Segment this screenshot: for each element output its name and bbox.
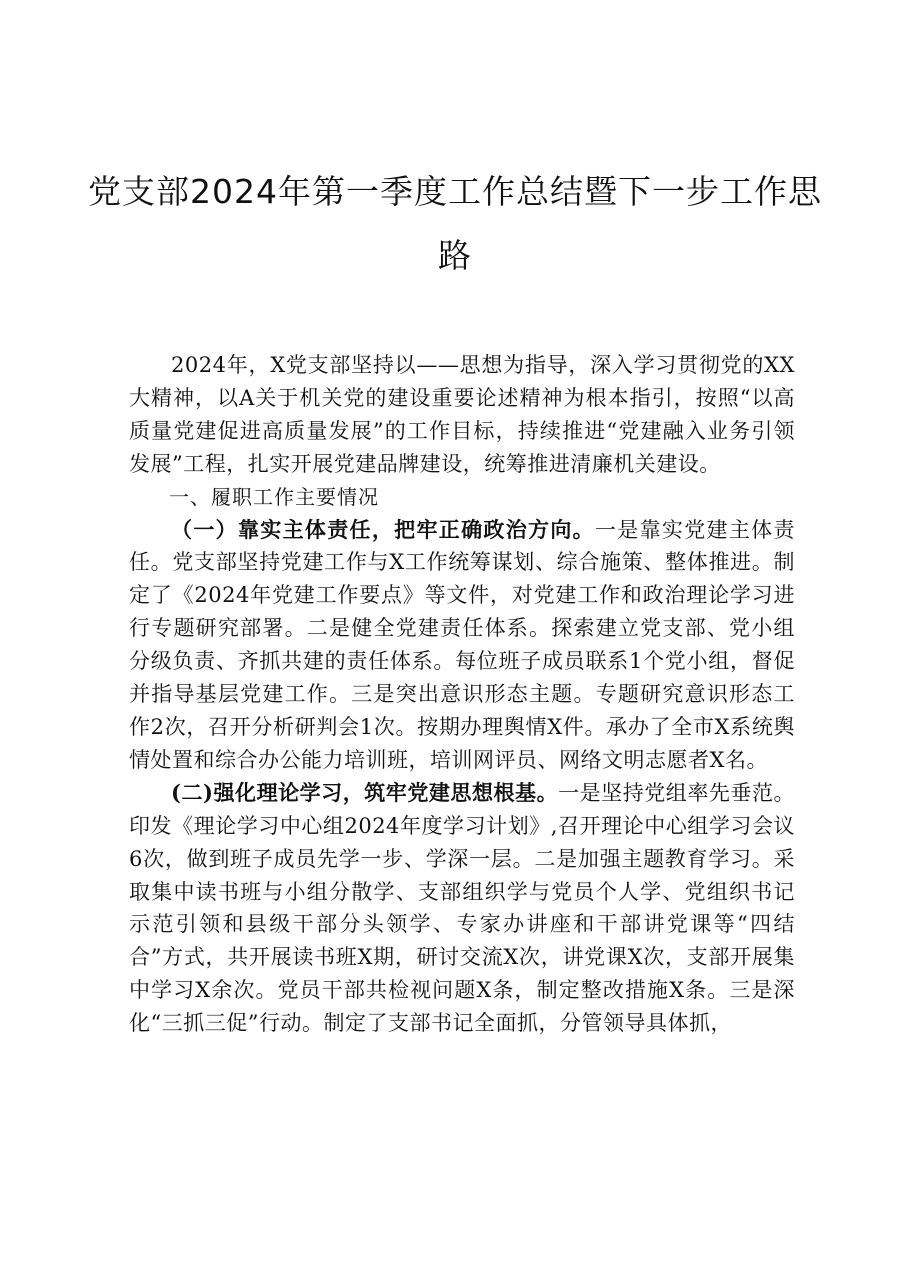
section-heading: 一、履职工作主要情况 [169, 484, 379, 509]
document-title: 党支部2024年第一季度工作总结暨下一步工作思路 [88, 172, 822, 275]
subsection-1-lead: （一）靠实主体责任，把牢正确政治方向。 [171, 516, 595, 542]
intro-paragraph: 2024年，X党支部坚持以——思想为指导，深入学习贯彻党的XX大精神，以A关于机关党的建设重要论述精神为根本指引，按照“以高质量党建促进高质量发展”的工作目标，持续推进“党建融入业务引领发展”工程，扎实开展党建品牌建设，统筹推进清廉机关建设。 [129, 353, 795, 476]
document-body [129, 349, 795, 1040]
subsection-2-body: 一是坚持党组率先垂范。印发《理论学习中心组2024年度学习计划》,召开理论中心组学习会议6次，做到班子成员先学一步、学深一层。二是加强主题教育学习。采取集中读书班与小组分散学、支部组织学与党员个人学、党组织书记示范引领和县级干部分头领学、专家办讲座和干部讲党课等“四结合”方式，共开展读书班X期，研讨交流X次，讲党课X次，支部开展集中学习X余次。党员干部共检视问题X条，制定整改措施X条。三是深化“三抓三促”行动。制定了支部书记全面抓，分管领导具体抓， [129, 780, 795, 1036]
subsection-2-paragraph [129, 777, 795, 1040]
subsection-1-paragraph [129, 514, 795, 777]
subsection-2-lead: (二)强化理论学习，筑牢党建思想根基。 [171, 779, 559, 805]
subsection-1-body: 一是靠实党建主体责任。党支部坚持党建工作与X工作统筹谋划、综合施策、整体推进。制定了《2024年党建工作要点》等文件，对党建工作和政治理论学习进行专题研究部署。二是健全党建责任体系。探索建立党支部、党小组分级负责、齐抓共建的责任体系。每位班子成员联系1个党小组，督促并指导基层党建工作。三是突出意识形态主题。专题研究意识形态工作2次，召开分析研判会1次。按期办理舆情X件。承办了全市X系统舆情处置和综合办公能力培训班，培训网评员、网络文明志愿者X名。 [129, 517, 796, 772]
